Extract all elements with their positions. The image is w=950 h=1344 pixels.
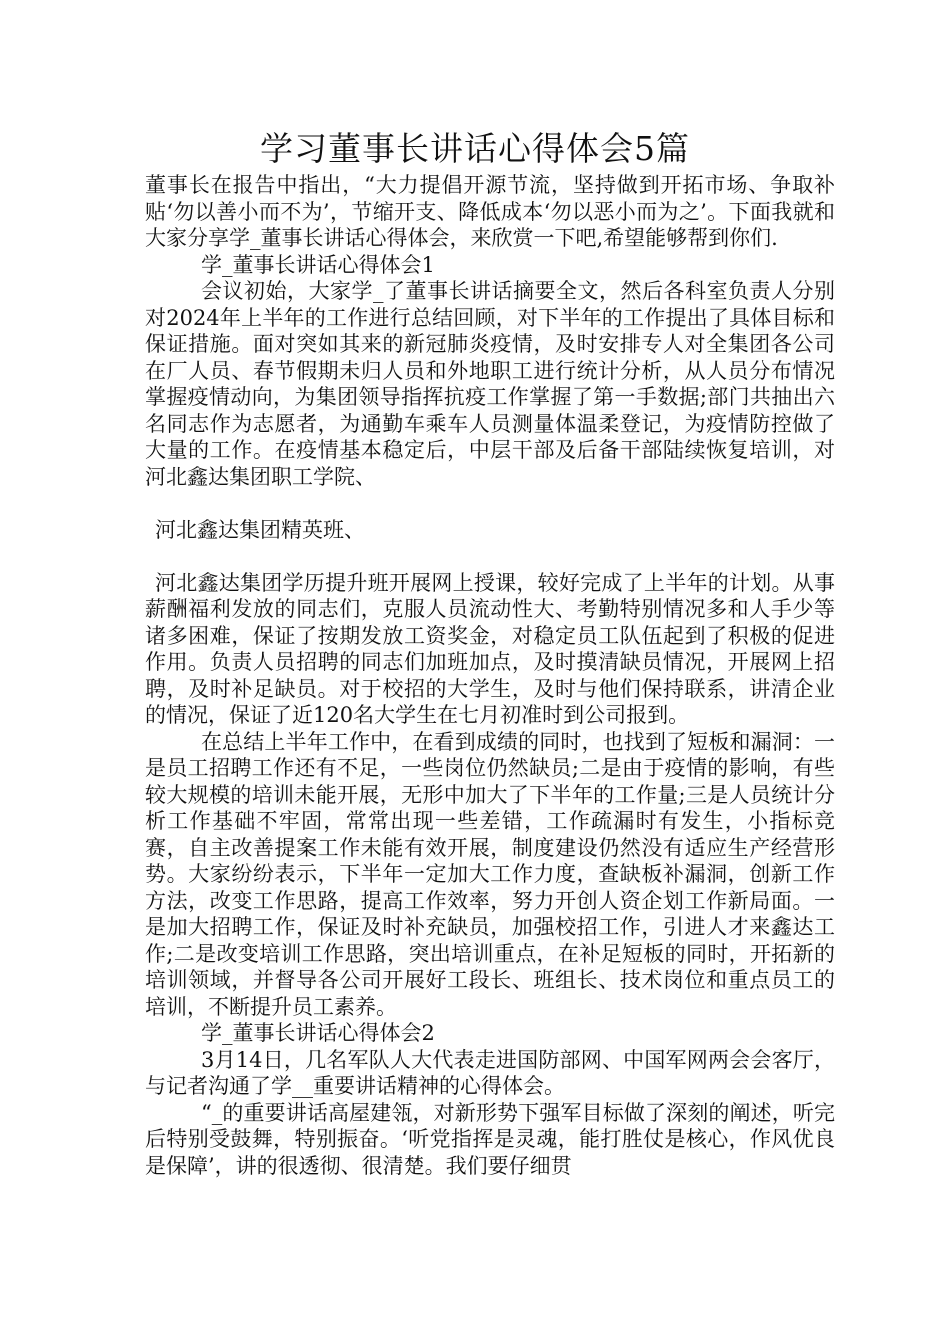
section-heading-1: 学_董事长讲话心得体会1 — [201, 252, 435, 277]
document-title: 学习董事长讲话心得体会5篇 — [260, 129, 690, 168]
body-paragraph: 3月14日，几名军队人大代表走进国防部网、中国军网两会会客厅，与记者沟通了学__重要讲话精神的心得体会。 — [145, 1047, 835, 1098]
body-paragraph: “_的重要讲话高屋建瓴，对新形势下强军目标做了深刻的阐述，听完后特别受鼓舞，特别振奋。‘听党指挥是灵魂，能打胜仗是核心，作风优良是保障’，讲的很透彻、很清楚。我们要仔细贯 — [145, 1100, 835, 1178]
blank-line — [145, 490, 835, 517]
body-paragraph: 在总结上半年工作中，在看到成绩的同时，也找到了短板和漏洞：一是员工招聘工作还有不足，一些岗位仍然缺员;二是由于疫情的影响，有些较大规模的培训未能开展，无形中加大了下半年的工作量;三是人员统计分析工作基础不牢固，常常出现一些差错，工作疏漏时有发生，小指标竞赛，自主改善提案工作未能有效开展，制度建设仍然没有适应生产经营形势。大家纷纷表示，下半年一定加大工作力度，查缺板补漏洞，创新工作方法，改变工作思路，提高工作效率，努力开创人资企划工作新局面。一是加大招聘工作，保证及时补充缺员，加强校招工作，引进人才来鑫达工作;二是改变培训工作思路，突出培训重点，在补足短板的同时，开拓新的培训领域，并督导各公司开展好工段长、班组长、技术岗位和重点员工的培训，不断提升员工素养。 — [145, 729, 835, 1019]
document-body — [145, 172, 835, 1179]
body-paragraph: 会议初始，大家学_了董事长讲话摘要全文，然后各科室负责人分别对2024年上半年的工作进行总结回顾，对下半年的工作提出了具体目标和保证措施。面对突如其来的新冠肺炎疫情，及时安排专人对全集团各公司在厂人员、春节假期未归人员和外地职工进行统计分析，从人员分布情况掌握疫情动向，为集团领导指挥抗疫工作掌握了第一手数据;部门共抽出六名同志作为志愿者，为通勤车乘车人员测量体温柔登记，为疫情防控做了大量的工作。在疫情基本稳定后，中层干部及后备干部陆续恢复培训，对河北鑫达集团职工学院、 — [145, 279, 835, 489]
intro-paragraph: 董事长在报告中指出，“大力提倡开源节流，坚持做到开拓市场、争取补贴‘勿以善小而不为’，节缩开支、降低成本‘勿以恶小而为之’。下面我就和大家分享学_董事长讲话心得体会，来欣赏一下吧,希望能够帮到你们. — [145, 173, 835, 250]
body-paragraph: 河北鑫达集团学历提升班开展网上授课，较好完成了上半年的计划。从事薪酬福利发放的同志们，克服人员流动性大、考勤特别情况多和人手少等诸多困难，保证了按期发放工资奖金，对稳定员工队伍起到了积极的促进作用。负责人员招聘的同志们加班加点，及时摸清缺员情况，开展网上招聘，及时补足缺员。对于校招的大学生，及时与他们保持联系，讲清企业的情况，保证了近120名大学生在七月初准时到公司报到。 — [145, 570, 835, 727]
body-paragraph: 河北鑫达集团精英班、 — [155, 517, 365, 542]
section-heading-2: 学_董事长讲话心得体会2 — [201, 1021, 435, 1045]
blank-line — [145, 543, 835, 570]
